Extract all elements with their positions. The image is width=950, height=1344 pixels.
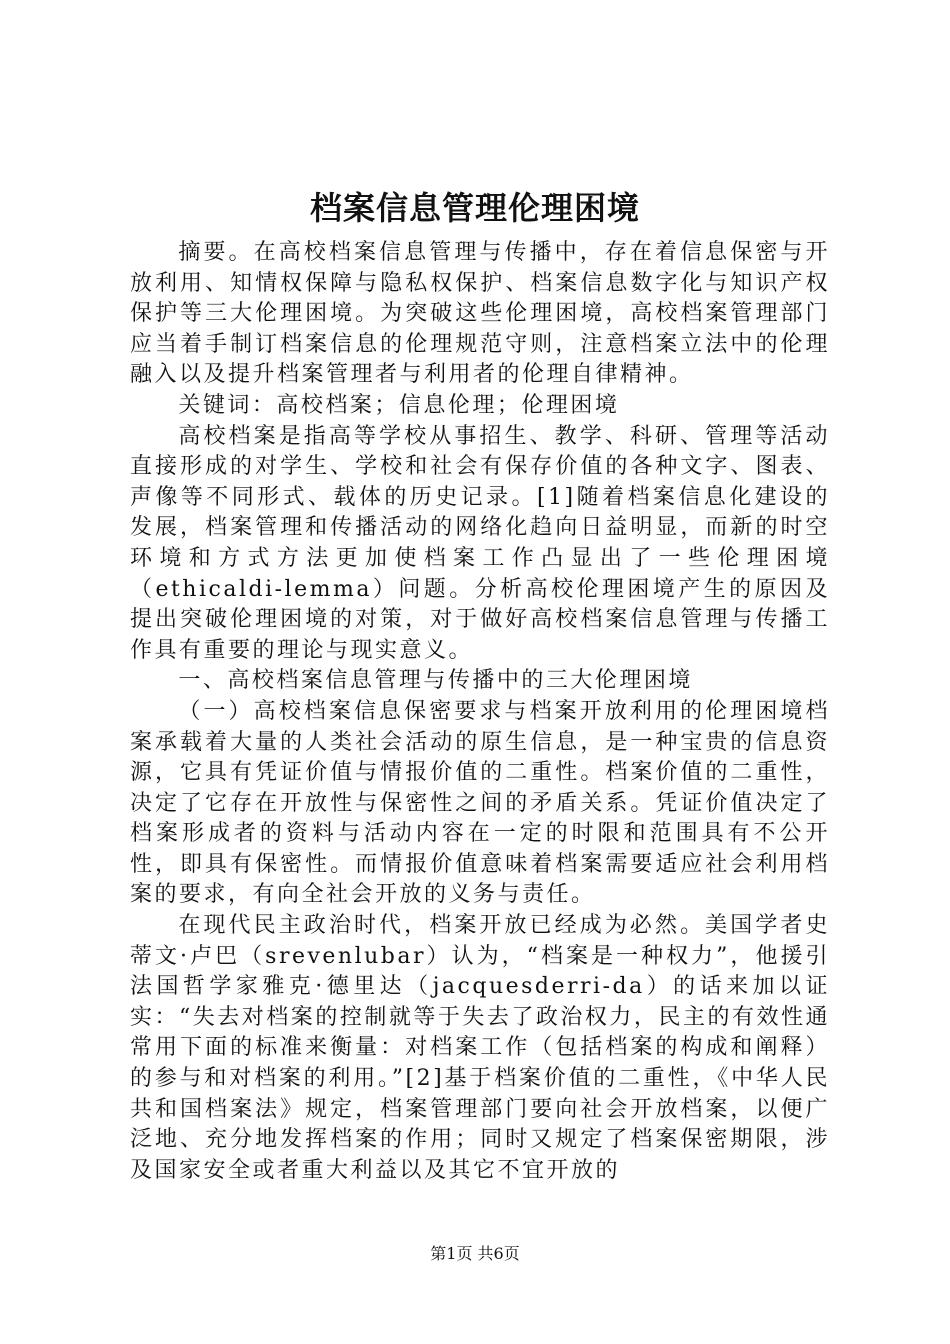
subsection-paragraph: （一）高校档案信息保密要求与档案开放利用的伦理困境档案承载着大量的人类社会活动的原生信息，是一种宝贵的信息资源，它具有凭证价值与情报价值的二重性。档案价值的二重性，决定了它存在开放性与保密性之间的矛盾关系。凭证价值决定了档案形成者的资料与活动内容在一定的时限和范围具有不公开性，即具有保密性。而情报价值意味着档案需要适应社会利用档案的要求，有向全社会开放的义务与责任。 — [130, 698, 830, 908]
document-body — [130, 238, 830, 1186]
abstract-paragraph: 摘要。在高校档案信息管理与传播中，存在着信息保密与开放利用、知情权保障与隐私权保护、档案信息数字化与知识产权保护等三大伦理困境。为突破这些伦理困境，高校档案管理部门应当着手制订档案信息的伦理规范守则，注意档案立法中的伦理融入以及提升档案管理者与利用者的伦理自律精神。 — [130, 240, 830, 388]
keywords-paragraph: 关键词：高校档案；信息伦理；伦理困境 — [178, 392, 620, 418]
section-heading: 一、高校档案信息管理与传播中的三大伦理困境 — [178, 668, 693, 694]
intro-paragraph: 高校档案是指高等学校从事招生、教学、科研、管理等活动直接形成的对学生、学校和社会有保存价值的各种文字、图表、声像等不同形式、载体的历史记录。[1]随着档案信息化建设的发展，档案管理和传播活动的网络化趋向日益明显，而新的时空环境和方式方法更加使档案工作凸显出了一些伦理困境（ethicaldi-lemma）问题。分析高校伦理困境产生的原因及提出突破伦理困境的对策，对于做好高校档案信息管理与传播工作具有重要的理论与现实意义。 — [130, 423, 830, 663]
document-title: 档案信息管理伦理困境 — [309, 189, 640, 227]
page-footer: 第1页 共6页 — [430, 1244, 520, 1263]
body-paragraph: 在现代民主政治时代，档案开放已经成为必然。美国学者史蒂文·卢巴（srevenlubar）认为，“档案是一种权力”，他援引法国哲学家雅克·德里达（jacquesderri-da）的话来加以证实：“失去对档案的控制就等于失去了政治权力，民主的有效性通常用下面的标准来衡量：对档案工作（包括档案的构成和阐释）的参与和对档案的利用。”[2]基于档案价值的二重性，《中华人民共和国档案法》规定，档案管理部门要向社会开放档案，以便广泛地、充分地发挥档案的作用；同时又规定了档案保密期限，涉及国家安全或者重大利益以及其它不宜开放的 — [130, 913, 830, 1183]
